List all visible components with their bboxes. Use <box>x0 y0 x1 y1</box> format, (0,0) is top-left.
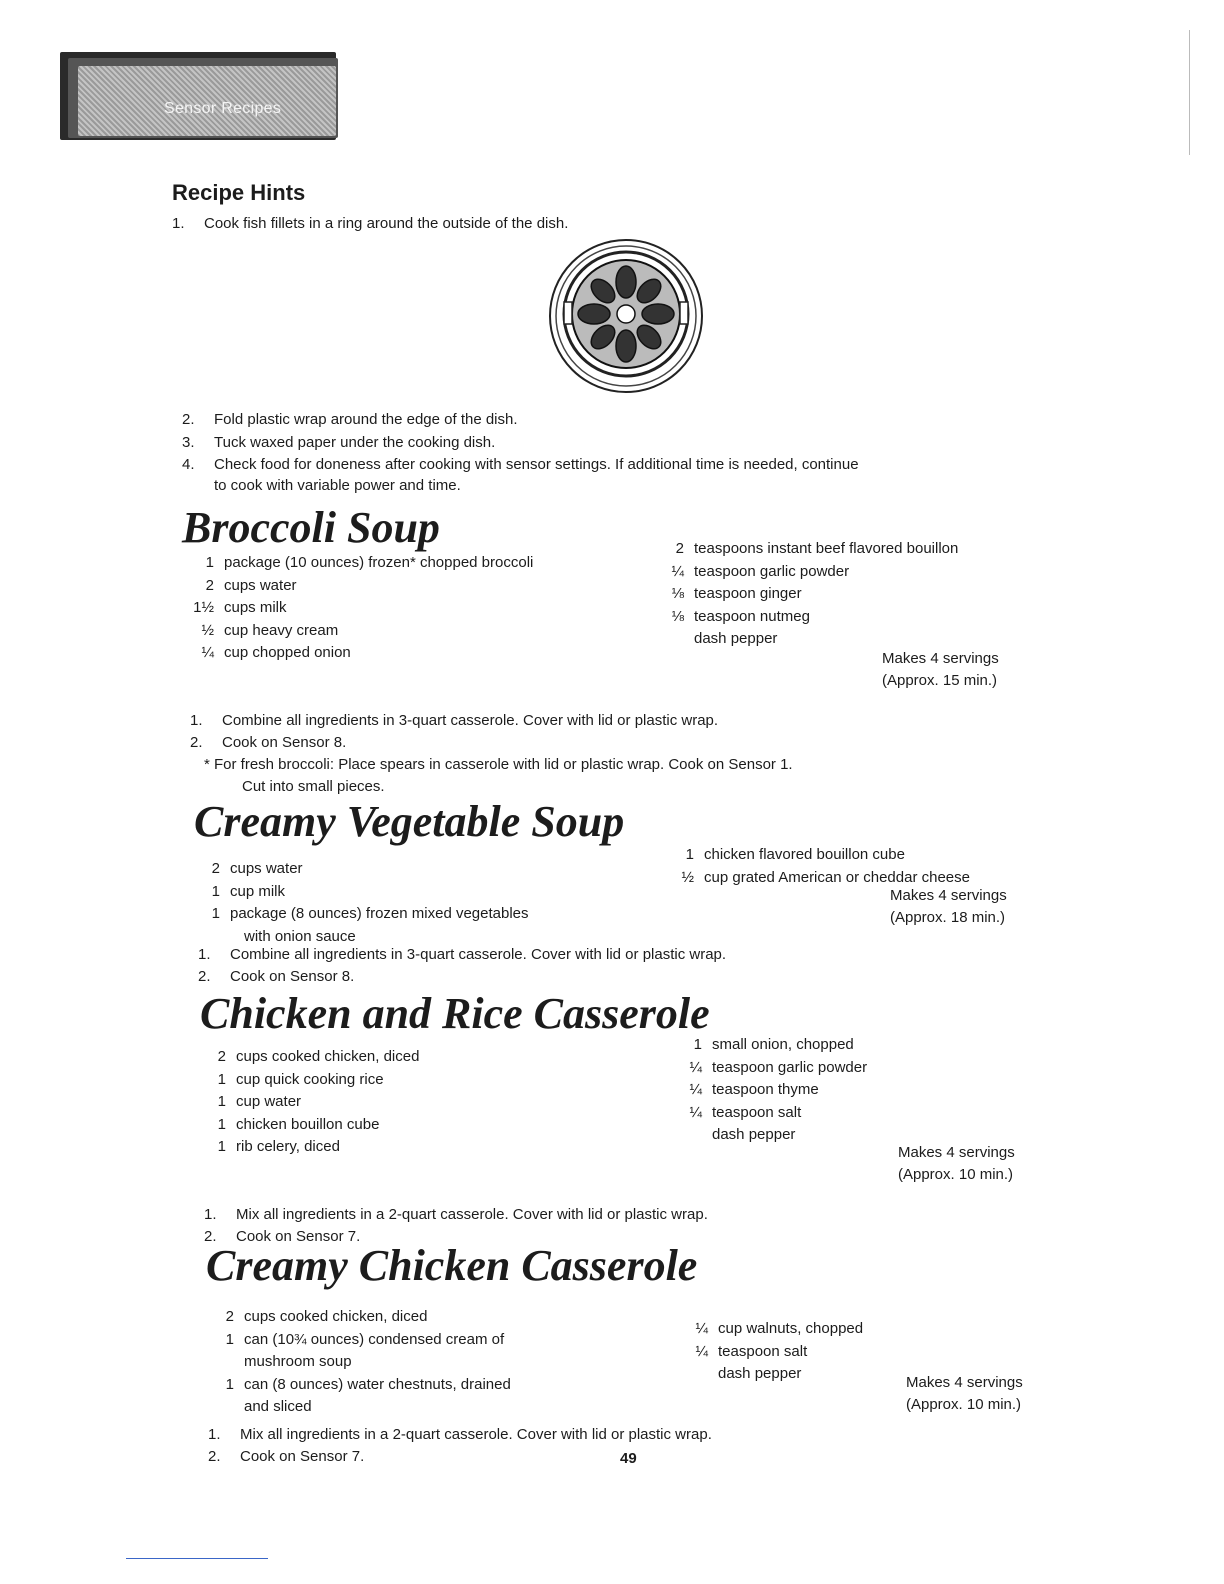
hints-title: Recipe Hints <box>172 180 306 205</box>
page-number: 49 <box>620 1450 637 1467</box>
hint-item: 4. Check food for doneness after cooking with sensor settings. If additional time is needed, continue <box>182 456 859 473</box>
directions: 1. Combine all ingredients in 3-quart casserole. Cover with lid or plastic wrap. 2. Cook on Sensor 8. <box>198 946 727 985</box>
hint-item-continuation: to cook with variable power and time. <box>214 477 461 494</box>
fish-ring-dish-illustration <box>548 238 704 394</box>
bottom-rule <box>126 1558 268 1559</box>
recipe-title: Creamy Chicken Casserole <box>206 1241 698 1290</box>
ingredients-right: ¼ cup walnuts, chopped ¼ teaspoon salt dash pepper <box>695 1320 864 1382</box>
ingredients-right: 2 teaspoons instant beef flavored bouillon ¼ teaspoon garlic powder ⅛ teaspoon ginger ⅛ teaspoon nutmeg dash pepper <box>671 540 959 647</box>
ingredients-left: 2 cups water 1 cup milk 1 package (8 ounces) frozen mixed vegetables with onion sauce <box>211 860 529 945</box>
servings: Makes 4 servings (Approx. 15 min.) <box>882 650 999 689</box>
ingredients-left: 1 package (10 ounces) frozen* chopped broccoli 2 cups water 1½ cups milk ½ cup heavy cream ¼ cup chopped onion <box>193 554 534 661</box>
ingredients-left: 2 cups cooked chicken, diced 1 cup quick cooking rice 1 cup water 1 chicken bouillon cube 1 rib celery, diced <box>217 1048 420 1155</box>
ingredients-right: 1 small onion, chopped ¼ teaspoon garlic powder ¼ teaspoon thyme ¼ teaspoon salt dash pepper <box>689 1036 868 1143</box>
servings: Makes 4 servings (Approx. 10 min.) <box>906 1374 1023 1413</box>
directions: 1. Mix all ingredients in a 2-quart casserole. Cover with lid or plastic wrap. 2. Cook on Sensor 7. <box>204 1206 708 1245</box>
recipe-title: Broccoli Soup <box>182 503 440 552</box>
servings: Makes 4 servings (Approx. 18 min.) <box>890 887 1007 926</box>
directions: 1. Mix all ingredients in a 2-quart casserole. Cover with lid or plastic wrap. 2. Cook on Sensor 7. <box>208 1426 712 1465</box>
hint-item: 1. Cook fish fillets in a ring around the outside of the dish. <box>172 215 569 232</box>
margin-line <box>1189 30 1190 155</box>
recipe-title: Chicken and Rice Casserole <box>200 989 710 1038</box>
ingredients-right: 1 chicken flavored bouillon cube ½ cup grated American or cheddar cheese <box>681 846 970 886</box>
hint-item: 3. Tuck waxed paper under the cooking dish. <box>182 434 496 451</box>
directions: 1. Combine all ingredients in 3-quart casserole. Cover with lid or plastic wrap. 2. Cook on Sensor 8. * For fresh broccoli: Place spears in casserole with lid or plastic wrap. Cook on Sensor 1. Cut into small pieces. <box>190 712 793 795</box>
hint-item: 2. Fold plastic wrap around the edge of the dish. <box>182 411 518 428</box>
section-tab <box>56 48 338 140</box>
ingredients-left: 2 cups cooked chicken, diced 1 can (10¾ ounces) condensed cream of mushroom soup 1 can (8 ounces) water chestnuts, drained and sliced <box>225 1308 511 1415</box>
servings: Makes 4 servings (Approx. 10 min.) <box>898 1144 1015 1183</box>
recipe-title: Creamy Vegetable Soup <box>194 797 625 846</box>
section-tab-label: Sensor Recipes <box>164 100 282 117</box>
